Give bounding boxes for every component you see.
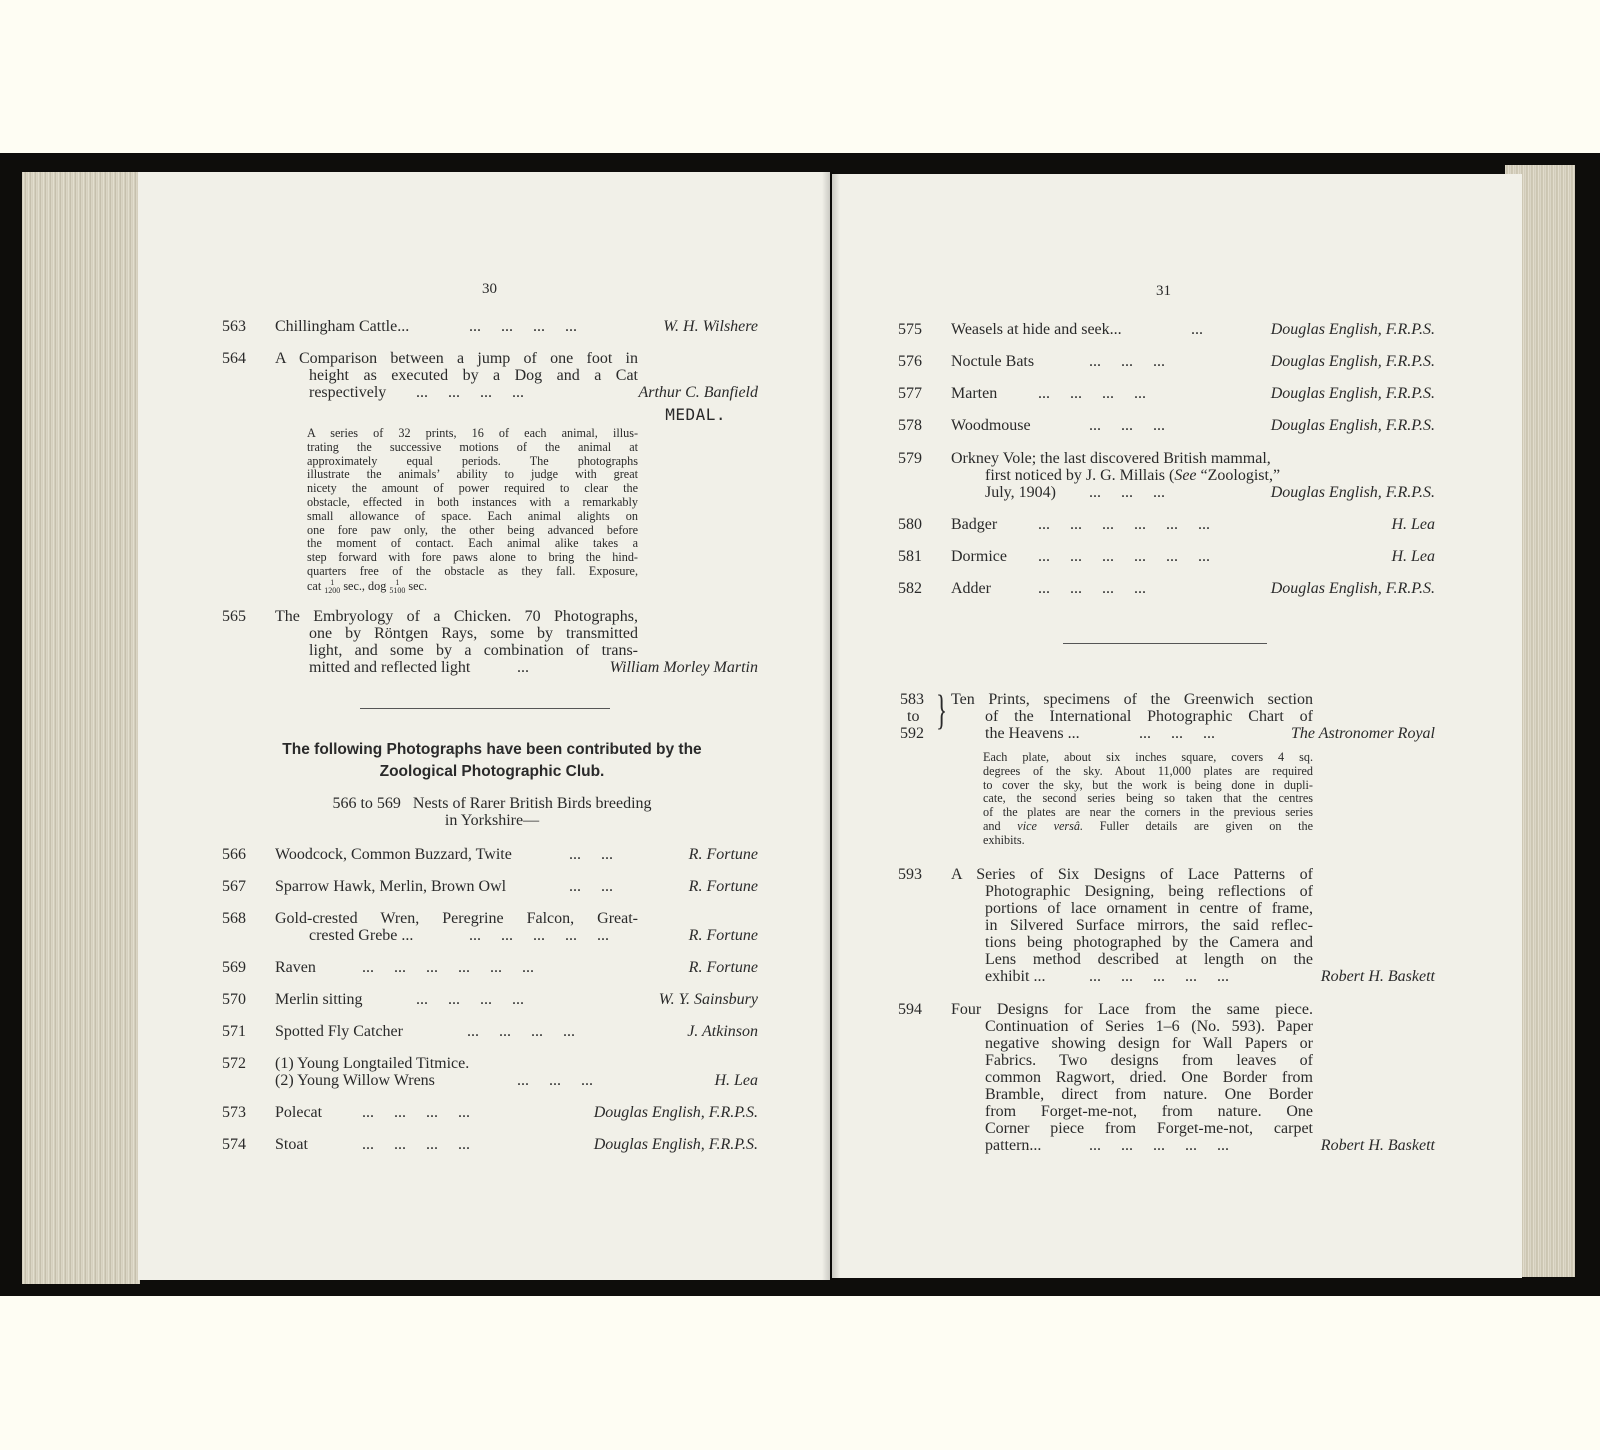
note-line: approximately equal periods. The photographs (307, 453, 638, 468)
entry-title: Chillingham Cattle... (275, 318, 410, 335)
entry-number: 566 (222, 846, 246, 863)
entry-title-line: common Ragwort, dried. One Border from (985, 1069, 1313, 1086)
entry-author: Douglas English, F.R.P.S. (1270, 321, 1435, 338)
entry-title-line: crested Grebe ... (309, 927, 414, 944)
entry-dots: ... ... ... ... ... ... (1038, 548, 1210, 565)
entry-title-line: A Comparison between a jump of one foot in (275, 350, 638, 367)
note-line: A series of 32 prints, 16 of each animal, illus- (307, 426, 638, 440)
entry-title-line: Corner piece from Forget-me-not, carpet (985, 1120, 1313, 1137)
entry-author: Douglas English, F.R.P.S. (1270, 417, 1435, 434)
entry-title-line: exhibit ... (985, 968, 1046, 985)
entry-author: Douglas English, F.R.P.S. (1270, 484, 1435, 501)
entry-number: 569 (222, 959, 246, 976)
note-line: the moment of contact. Each animal alike takes a (307, 536, 638, 551)
entry-number: 567 (222, 878, 246, 895)
entry-title-line: first noticed by J. G. Millais (See “Zoologist,” (985, 467, 1281, 484)
entry-title-line: Continuation of Series 1–6 (No. 593). Paper (985, 1018, 1313, 1035)
entry-author: R. Fortune (688, 846, 758, 863)
entry-number: 573 (222, 1104, 246, 1121)
note-line: to cover the sky, but the work is being done in dupli- (983, 777, 1313, 792)
entry-author: H. Lea (1391, 516, 1435, 533)
entry-title: Adder (951, 580, 991, 597)
entry-title-line: The Embryology of a Chicken. 70 Photographs, (275, 608, 638, 625)
entry-title-line: the Heavens ... (985, 725, 1080, 742)
entry-number: 563 (222, 318, 246, 335)
page-number-left: 30 (482, 281, 497, 297)
note-line: step forward with fore paws alone to bring the hind- (307, 550, 638, 565)
page-number-right: 31 (1156, 283, 1171, 299)
entry-number: 577 (898, 385, 922, 402)
entry-number: 568 (222, 910, 246, 927)
entry-number: 565 (222, 608, 246, 625)
entry-author: W. H. Wilshere (663, 318, 758, 335)
note-line: Each plate, about six inches square, covers 4 sq. (983, 750, 1313, 764)
entry-title-line: Four Designs for Lace from the same piece. (951, 1001, 1313, 1018)
entry-title: Gold-crested Wren, Peregrine Falcon, Great- (275, 910, 638, 927)
entry-number: 580 (898, 516, 922, 533)
entry-author: Douglas English, F.R.P.S. (1270, 580, 1435, 597)
entry-title-line: negative showing design for Wall Papers or (985, 1035, 1313, 1052)
entry-dots: ... ... ... ... ... (469, 927, 609, 944)
entry-dots: ... ... ... ... (362, 1104, 470, 1121)
entry-number: 571 (222, 1023, 246, 1040)
entry-number: 572 (222, 1055, 246, 1072)
entry-title-line: Ten Prints, specimens of the Greenwich section (951, 691, 1313, 708)
entry-title-line: light, and some by a combination of trans- (309, 642, 638, 659)
entry-dots: ... ... ... (1089, 417, 1165, 434)
entry-title: Raven (275, 959, 316, 976)
entry-number: 578 (898, 417, 922, 434)
entry-dots: ... ... ... ... (1038, 580, 1146, 597)
entry-dots: ... ... ... ... (1038, 385, 1146, 402)
entry-title-line: A Series of Six Designs of Lace Patterns of (951, 866, 1313, 883)
entry-number: 594 (898, 1001, 922, 1018)
entry-author: H. Lea (1391, 548, 1435, 565)
note-line: cate, the second series being so taken that the centres (983, 791, 1313, 806)
entry-dots: ... ... ... ... (469, 318, 577, 335)
entry-author: Robert H. Baskett (1320, 1137, 1435, 1154)
entry-dots: ... ... ... ... ... (1089, 968, 1229, 985)
entry-title-line: in Silvered Surface mirrors, the said reflec- (985, 917, 1313, 934)
left-page-edges (22, 172, 140, 1284)
note-line: degrees of the sky. About 11,000 plates are required (983, 763, 1313, 778)
entry-title: Noctule Bats (951, 353, 1035, 370)
entry-dots: ... ... ... ... (416, 991, 524, 1008)
entry-title-line: Orkney Vole; the last discovered British mammal, (951, 450, 1271, 467)
entry-title: (1) Young Longtailed Titmice. (275, 1055, 470, 1072)
entry-title-line: tions being photographed by the Camera and (985, 934, 1313, 951)
entry-title: Merlin sitting (275, 991, 363, 1008)
entry-title: Marten (951, 385, 998, 402)
entry-dots: ... ... ... ... (467, 1023, 575, 1040)
note-line: quarters free of the obstacle as they fall. Exposure, (307, 564, 638, 578)
entry-number: 574 (222, 1136, 246, 1153)
note-line: illustrate the animals’ ability to judge with great (307, 467, 638, 482)
entry-title-line: of the International Photographic Chart of (985, 708, 1313, 725)
entry-title-line: mitted and reflected light (309, 659, 471, 676)
entry-title-line: Lens method described at length on the (985, 951, 1313, 968)
entry-title-line: from Forget-me-not, from nature. One (985, 1103, 1313, 1120)
note-line: trating the successive motions of the animal at (307, 439, 638, 454)
entry-title: Spotted Fly Catcher (275, 1023, 403, 1040)
entry-title: Weasels at hide and seek... (951, 321, 1122, 338)
entry-number: 593 (898, 866, 922, 883)
entry-title-line: portions of lace ornament in centre of frame, (985, 900, 1313, 917)
entry-number: 570 (222, 991, 246, 1008)
entry-dots: ... ... ... ... ... ... (1038, 516, 1210, 533)
note-line: obstacle, effected in both instances with a remarkably (307, 495, 638, 509)
note-line: one fore paw only, the other being advanced before (307, 522, 638, 537)
note-line: exhibits. (983, 833, 1025, 847)
entry-dots: ... ... ... ... (416, 384, 524, 401)
entry-dots: ... ... ... ... ... (1089, 1137, 1229, 1154)
entry-title: Stoat (275, 1136, 308, 1153)
entry-title: Dormice (951, 548, 1007, 565)
entry-dots: ... (517, 659, 529, 676)
entry-author: William Morley Martin (609, 659, 758, 676)
entry-author: R. Fortune (688, 927, 758, 944)
book-gutter (822, 172, 840, 1280)
entry-dots: ... ... ... ... (362, 1136, 470, 1153)
entry-number: 583 (900, 691, 924, 708)
entry-number: 581 (898, 548, 922, 565)
note-line: nicety the amount of power required to clear the (307, 481, 638, 496)
entry-title-line: (2) Young Willow Wrens (275, 1072, 435, 1089)
entry-author: Douglas English, F.R.P.S. (1270, 385, 1435, 402)
subsection-heading: 566 to 569 Nests of Rarer British Birds breeding (332, 795, 652, 812)
subsection-heading: in Yorkshire— (444, 812, 540, 829)
entry-dots: ... ... (569, 878, 613, 895)
entry-author: Arthur C. Banfield (638, 384, 758, 401)
entry-dots: ... ... ... (1139, 725, 1215, 742)
note-line: small allowance of space. Each animal alights on (307, 508, 638, 523)
section-heading: Zoological Photographic Club. (379, 763, 605, 780)
entry-title-line: one by Röntgen Rays, some by transmitted (309, 625, 638, 642)
entry-dots: ... ... ... (1089, 353, 1165, 370)
entry-number: 576 (898, 353, 922, 370)
entry-author: Douglas English, F.R.P.S. (593, 1136, 758, 1153)
entry-dots: ... ... ... (1089, 484, 1165, 501)
brace-symbol: } (936, 688, 948, 734)
entry-title-line: Fabrics. Two designs from leaves of (985, 1052, 1313, 1069)
entry-number: 592 (900, 725, 924, 742)
entry-title: Woodcock, Common Buzzard, Twite (275, 846, 512, 863)
entry-title: Polecat (275, 1104, 323, 1121)
entry-dots: ... ... ... (517, 1072, 593, 1089)
entry-title-line: Photographic Designing, being reflections of (985, 883, 1313, 900)
entry-author: Douglas English, F.R.P.S. (593, 1104, 758, 1121)
entry-author: R. Fortune (688, 959, 758, 976)
entry-title-line: pattern... (985, 1137, 1042, 1154)
exposure-line: cat 1 1200 sec., dog 1 5100 sec. (307, 578, 427, 595)
entry-title: Sparrow Hawk, Merlin, Brown Owl (275, 878, 507, 895)
entry-number-to: to (907, 708, 920, 725)
entry-author: R. Fortune (688, 878, 758, 895)
entry-title: Woodmouse (951, 417, 1031, 434)
entry-number: 579 (898, 450, 922, 467)
entry-dots: ... ... ... ... ... ... (362, 959, 534, 976)
entry-author: Robert H. Baskett (1320, 968, 1435, 985)
entry-title-line: Bramble, direct from nature. One Border (985, 1086, 1313, 1103)
note-line: of the plates are near the corners in the previous series (983, 805, 1313, 820)
entry-number: 564 (222, 350, 246, 367)
entry-number: 582 (898, 580, 922, 597)
medal-award: MEDAL. (665, 405, 726, 424)
section-heading: The following Photographs have been contributed by the (282, 741, 702, 758)
entry-dots: ... ... (569, 846, 613, 863)
note-line: and vice versâ. Fuller details are given on the (983, 819, 1313, 833)
entry-title: Badger (951, 516, 998, 533)
entry-author: J. Atkinson (687, 1023, 758, 1040)
entry-author: H. Lea (714, 1072, 758, 1089)
entry-number: 575 (898, 321, 922, 338)
section-divider (360, 708, 610, 709)
entry-author: Douglas English, F.R.P.S. (1270, 353, 1435, 370)
section-divider (1063, 643, 1267, 644)
entry-author: The Astronomer Royal (1291, 725, 1435, 742)
entry-title-line: respectively (309, 384, 387, 401)
entry-dots: ... (1191, 321, 1203, 338)
entry-author: W. Y. Sainsbury (658, 991, 758, 1008)
entry-title-line: height as executed by a Dog and a Cat (309, 367, 638, 384)
entry-title-line: July, 1904) (985, 484, 1056, 501)
